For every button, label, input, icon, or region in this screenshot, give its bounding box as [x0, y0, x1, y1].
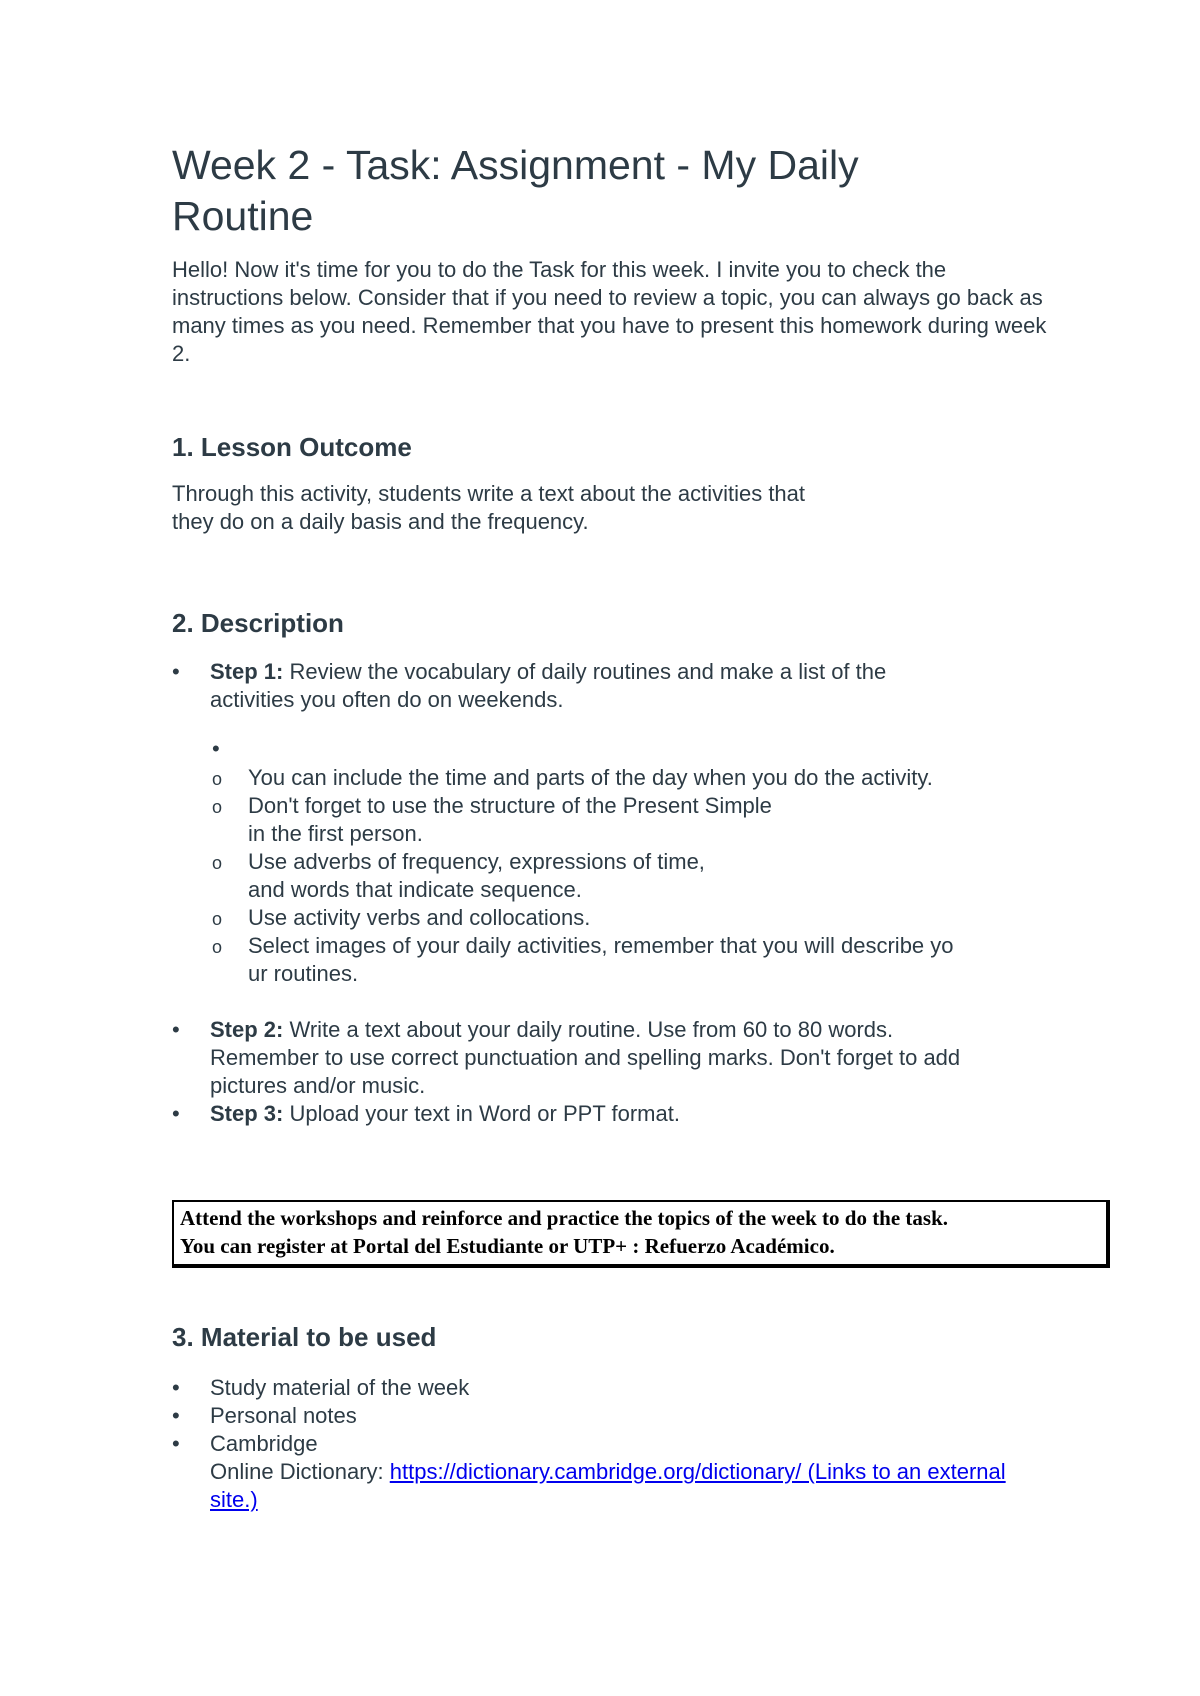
circle-bullet-icon: o — [212, 937, 223, 957]
callout-line-1: Attend the workshops and reinforce and practice the topics of the week to do the task. — [180, 1206, 949, 1230]
document-page — [172, 140, 1102, 1514]
dictionary-label: Online Dictionary: — [210, 1459, 390, 1484]
bullet-icon: • — [172, 1017, 180, 1042]
material-item-text: Cambridge — [210, 1431, 318, 1456]
step-1-sublist — [172, 736, 1102, 988]
bullet-icon: • — [172, 1101, 180, 1126]
sub-item-text: Use activity verbs and collocations. — [248, 905, 591, 930]
sub-item — [210, 764, 1102, 792]
sub-item-text: Don't forget to use the structure of the Present Simple — [248, 793, 772, 818]
circle-bullet-icon: o — [212, 853, 223, 873]
bullet-icon: • — [172, 1403, 180, 1428]
sub-item-text-continued: in the first person. — [248, 821, 423, 846]
callout-line-2: You can register at Portal del Estudiante or UTP+ : Refuerzo Académico. — [180, 1234, 835, 1258]
empty-bullet — [210, 736, 1102, 764]
step-2-item — [172, 1016, 1000, 1100]
step-1-item — [172, 658, 970, 714]
sub-item-text-continued: ur routines. — [248, 961, 359, 986]
bullet-icon: • — [172, 659, 180, 684]
step-1-label: Step 1: — [210, 659, 284, 684]
workshop-callout-box — [172, 1200, 1110, 1268]
step-1-text: Review the vocabulary of daily routines and make a list of the activities you often do on weekends. — [210, 659, 887, 712]
cambridge-dictionary-link[interactable]: https://dictionary.cambridge.org/dictionary/ (Links to an external site.) — [210, 1459, 1006, 1512]
bullet-icon: • — [172, 1431, 180, 1456]
page-title: Week 2 - Task: Assignment - My Daily Routine — [172, 142, 859, 239]
step-2-text: Write a text about your daily routine. Use from 60 to 80 words. Remember to use correct punctuation and spelling marks. Don't forget to add pictures and/or music. — [210, 1017, 961, 1098]
sub-item-text: You can include the time and parts of the day when you do the activity. — [248, 765, 933, 790]
material-item — [172, 1430, 1010, 1514]
lesson-outcome-line-1: Through this activity, students write a text about the activities that — [172, 481, 806, 506]
step-2-label: Step 2: — [210, 1017, 284, 1042]
sub-item — [210, 932, 1102, 988]
bullet-icon: • — [172, 1375, 180, 1400]
description-heading: 2. Description — [172, 608, 344, 638]
lesson-outcome-heading: 1. Lesson Outcome — [172, 432, 412, 462]
bullet-icon: • — [212, 736, 220, 761]
material-item-text: Personal notes — [210, 1403, 357, 1428]
sub-item — [210, 848, 1102, 904]
material-item-text: Study material of the week — [210, 1375, 470, 1400]
circle-bullet-icon: o — [212, 797, 223, 817]
sub-item-text: Use adverbs of frequency, expressions of time, — [248, 849, 705, 874]
sub-item — [210, 904, 1102, 932]
circle-bullet-icon: o — [212, 769, 223, 789]
step-3-text: Upload your text in Word or PPT format. — [283, 1101, 680, 1126]
step-3-label: Step 3: — [210, 1101, 284, 1126]
sub-item-text-continued: and words that indicate sequence. — [248, 877, 582, 902]
circle-bullet-icon: o — [212, 909, 223, 929]
sub-item — [210, 792, 1102, 848]
material-item — [172, 1402, 1102, 1430]
step-3-item — [172, 1100, 1102, 1128]
material-heading: 3. Material to be used — [172, 1322, 437, 1352]
intro-paragraph: Hello! Now it's time for you to do the Task for this week. I invite you to check the instructions below. Consider that if you need to review a topic, you can always go back as many times as you need. Remember that you have to present this homework during week 2. — [172, 257, 1047, 366]
sub-item-text: Select images of your daily activities, remember that you will describe yo — [248, 933, 954, 958]
material-item — [172, 1374, 1102, 1402]
lesson-outcome-line-2: they do on a daily basis and the frequency. — [172, 509, 589, 534]
